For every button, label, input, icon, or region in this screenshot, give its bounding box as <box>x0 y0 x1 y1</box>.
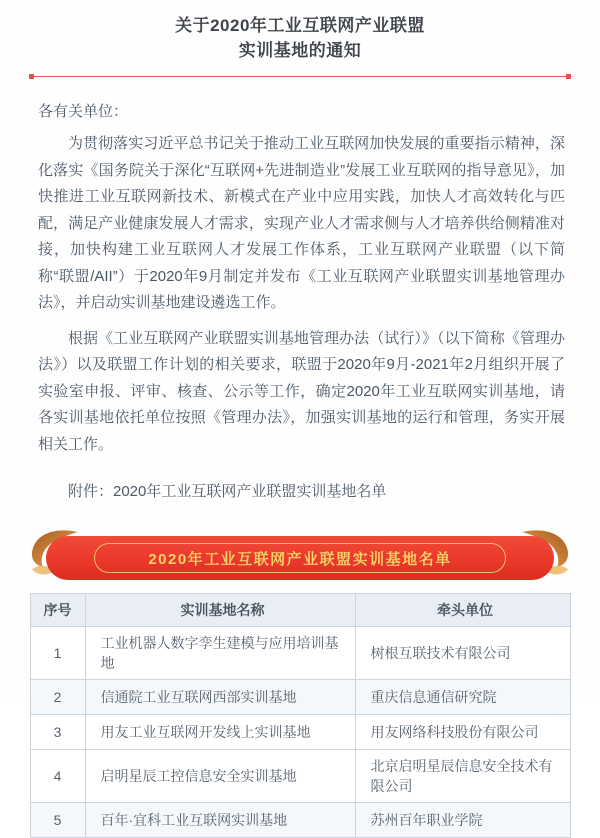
table-row <box>30 750 570 803</box>
cell-index: 1 <box>30 627 85 680</box>
paragraph-1: 为贯彻落实习近平总书记关于推动工业互联网加快发展的重要指示精神，深化落实《国务院关于深化“互联网+先进制造业”发展工业互联网的指导意见》，加快推进工业互联网新技术、新模式在产业中应用实践，加快人才高效转化与匹配，满足产业健康发展人才需求，实现产业人才需求侧与人才培养供给侧精准对接，加快构建工业互联网人才发展工作体系，工业互联网产业联盟（以下简称“联盟/AII”）于2020年9月制定并发布《工业互联网产业联盟实训基地管理办法》，并启动实训基地建设遴选工作。 <box>38 135 565 311</box>
header-index: 序号 <box>30 594 85 627</box>
page-title-line2: 实训基地的通知 <box>238 41 362 60</box>
training-base-table <box>30 593 571 838</box>
cell-lead-unit: 用友网络科技股份有限公司 <box>355 715 570 750</box>
page-title-line1: 关于2020年工业互联网产业联盟 <box>175 16 425 35</box>
banner-inner-border <box>94 543 506 573</box>
table-body <box>30 627 570 838</box>
cell-base-name: 用友工业互联网开发线上实训基地 <box>85 715 355 750</box>
page-title <box>0 13 600 63</box>
cell-base-name: 启明星辰工控信息安全实训基地 <box>85 750 355 803</box>
cell-lead-unit: 苏州百年职业学院 <box>355 803 570 838</box>
cell-index: 4 <box>30 750 85 803</box>
attachment-line: 附件：2020年工业互联网产业联盟实训基地名单 <box>68 483 387 500</box>
cell-base-name: 信通院工业互联网西部实训基地 <box>85 680 355 715</box>
cell-base-name: 工业机器人数字孪生建模与应用培训基地 <box>85 627 355 680</box>
banner-title: 2020年工业互联网产业联盟实训基地名单 <box>148 550 452 568</box>
divider-endpoint-right <box>566 74 571 79</box>
cell-index: 2 <box>30 680 85 715</box>
table-row <box>30 680 570 715</box>
cell-index: 5 <box>30 803 85 838</box>
paragraph-2: 根据《工业互联网产业联盟实训基地管理办法（试行）》（以下简称《管理办法》）以及联盟工作计划的相关要求，联盟于2020年9月-2021年2月组织开展了实验室申报、评审、核查、公示等工作，确定2020年工业互联网实训基地，请各实训基地依托单位按照《管理办法》，加强实训基地的运行和管理，务实开展相关工作。 <box>38 329 565 453</box>
table-header <box>30 594 570 627</box>
salutation: 各有关单位： <box>38 103 129 120</box>
section-divider <box>29 76 571 77</box>
cell-index: 3 <box>30 715 85 750</box>
table-row <box>30 715 570 750</box>
banner-pill <box>46 536 554 580</box>
cell-lead-unit: 重庆信息通信研究院 <box>355 680 570 715</box>
header-base-name: 实训基地名称 <box>85 594 355 627</box>
table-row <box>30 803 570 838</box>
list-banner <box>46 536 554 580</box>
cell-base-name: 百年·宜科工业互联网实训基地 <box>85 803 355 838</box>
table-row <box>30 627 570 680</box>
header-lead-unit: 牵头单位 <box>355 594 570 627</box>
divider-endpoint-left <box>29 74 34 79</box>
table-header-row <box>30 594 570 627</box>
cell-lead-unit: 树根互联技术有限公司 <box>355 627 570 680</box>
cell-lead-unit: 北京启明星辰信息安全技术有限公司 <box>355 750 570 803</box>
